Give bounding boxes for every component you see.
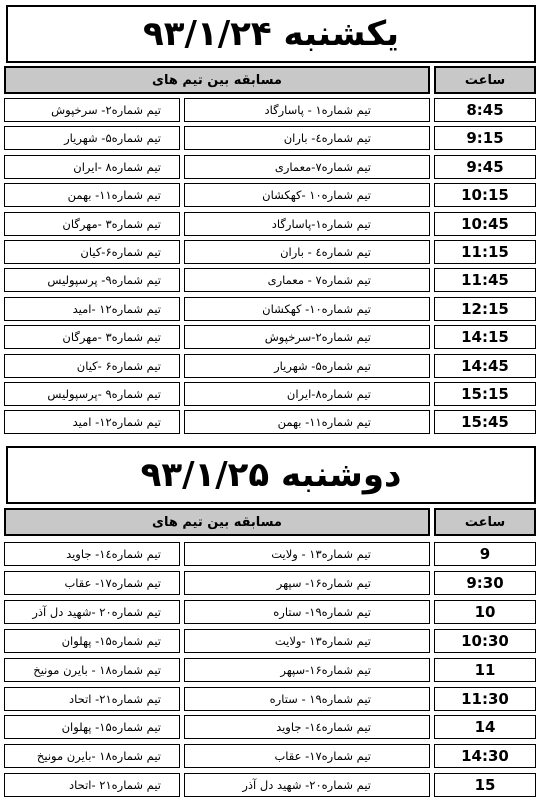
match-row	[0, 657, 544, 683]
team-away: تیم شماره۶-کیان	[4, 240, 180, 264]
day-title: دوشنبه ۹۳/۱/۲۵	[140, 455, 402, 495]
header-match: مسابقه بین تیم های	[4, 508, 430, 536]
team-home: تیم شماره۱ - پاسارگاد	[184, 98, 430, 122]
match-time: 12:15	[434, 297, 536, 321]
team-away: تیم شماره۱۷- عقاب	[4, 571, 180, 595]
match-row	[0, 570, 544, 596]
match-time: 9:30	[434, 571, 536, 595]
team-away: تیم شماره۱۵- پهلوان	[4, 715, 180, 739]
team-home: تیم شماره۱۳ -ولایت	[184, 629, 430, 653]
team-away: تیم شماره۸ -ایران	[4, 155, 180, 179]
match-time: 10:15	[434, 183, 536, 207]
match-time: 15:45	[434, 410, 536, 434]
team-home: تیم شماره۸-ایران	[184, 382, 430, 406]
match-row	[0, 772, 544, 798]
team-away: تیم شماره۱۲ -امید	[4, 297, 180, 321]
match-row	[0, 296, 544, 322]
match-row	[0, 239, 544, 265]
team-away: تیم شماره۱۸ - بایرن مونیخ	[4, 658, 180, 682]
team-home: تیم شماره۱۳ - ولایت	[184, 542, 430, 566]
team-home: تیم شماره۱۱- بهمن	[184, 410, 430, 434]
team-away: تیم شماره۲۱ -اتحاد	[4, 773, 180, 797]
team-away: تیم شماره۱۵- پهلوان	[4, 629, 180, 653]
match-time: 14:30	[434, 744, 536, 768]
team-away: تیم شماره۱۱- بهمن	[4, 183, 180, 207]
match-row	[0, 97, 544, 123]
match-time: 10:30	[434, 629, 536, 653]
team-home: تیم شماره۱۷- عقاب	[184, 744, 430, 768]
match-time: 14:45	[434, 354, 536, 378]
team-away: تیم شماره۳ -مهرگان	[4, 212, 180, 236]
team-home: تیم شماره۱۶- سپهر	[184, 571, 430, 595]
team-away: تیم شماره۲۱- اتحاد	[4, 687, 180, 711]
team-home: تیم شماره۵- شهریار	[184, 354, 430, 378]
team-home: تیم شماره۱۰ -کهکشان	[184, 183, 430, 207]
team-home: تیم شماره۱-پاسارگاد	[184, 212, 430, 236]
team-away: تیم شماره۵- شهریار	[4, 126, 180, 150]
day-title: یکشنبه ۹۳/۱/۲۴	[143, 14, 399, 54]
match-row	[0, 211, 544, 237]
team-away: تیم شماره۳ -مهرگان	[4, 325, 180, 349]
match-time: 14:15	[434, 325, 536, 349]
team-home: تیم شماره٤- باران	[184, 126, 430, 150]
team-away: تیم شماره۲۰ -شهید دل آذر	[4, 600, 180, 624]
match-row	[0, 714, 544, 740]
match-time: 10	[434, 600, 536, 624]
header-time: ساعت	[434, 66, 536, 94]
match-time: 10:45	[434, 212, 536, 236]
team-away: تیم شماره۱۸ -بایرن مونیخ	[4, 744, 180, 768]
team-away: تیم شماره۹ -پرسپولیس	[4, 382, 180, 406]
match-row	[0, 182, 544, 208]
team-home: تیم شماره۲-سرخپوش	[184, 325, 430, 349]
team-home: تیم شماره۲۰- شهید دل آذر	[184, 773, 430, 797]
team-away: تیم شماره۱٤- جاوید	[4, 542, 180, 566]
match-time: 15	[434, 773, 536, 797]
match-row	[0, 324, 544, 350]
team-home: تیم شماره٤ - باران	[184, 240, 430, 264]
header-time: ساعت	[434, 508, 536, 536]
match-row	[0, 599, 544, 625]
team-home: تیم شماره۷-معماری	[184, 155, 430, 179]
match-time: 8:45	[434, 98, 536, 122]
day-title-box	[6, 446, 536, 504]
team-home: تیم شماره۱۶-سپهر	[184, 658, 430, 682]
match-row	[0, 154, 544, 180]
team-home: تیم شماره۱۹ - ستاره	[184, 687, 430, 711]
match-row	[0, 541, 544, 567]
team-away: تیم شماره۱۲- امید	[4, 410, 180, 434]
match-time: 9:45	[434, 155, 536, 179]
match-time: 11:30	[434, 687, 536, 711]
match-time: 11:15	[434, 240, 536, 264]
match-time: 9:15	[434, 126, 536, 150]
match-time: 11	[434, 658, 536, 682]
team-away: تیم شماره۹- پرسپولیس	[4, 268, 180, 292]
team-away: تیم شماره۲- سرخپوش	[4, 98, 180, 122]
match-time: 14	[434, 715, 536, 739]
match-row	[0, 409, 544, 435]
day-title-box	[6, 5, 536, 63]
team-home: تیم شماره۱٤- جاوید	[184, 715, 430, 739]
match-time: 11:45	[434, 268, 536, 292]
match-time: 9	[434, 542, 536, 566]
match-row	[0, 267, 544, 293]
team-home: تیم شماره۱۹- ستاره	[184, 600, 430, 624]
header-match: مسابقه بین تیم های	[4, 66, 430, 94]
team-home: تیم شماره۷ - معماری	[184, 268, 430, 292]
team-home: تیم شماره۱۰- کهکشان	[184, 297, 430, 321]
match-row	[0, 743, 544, 769]
match-time: 15:15	[434, 382, 536, 406]
match-row	[0, 125, 544, 151]
match-row	[0, 381, 544, 407]
match-row	[0, 686, 544, 712]
match-row	[0, 628, 544, 654]
match-row	[0, 353, 544, 379]
team-away: تیم شماره۶ -کیان	[4, 354, 180, 378]
